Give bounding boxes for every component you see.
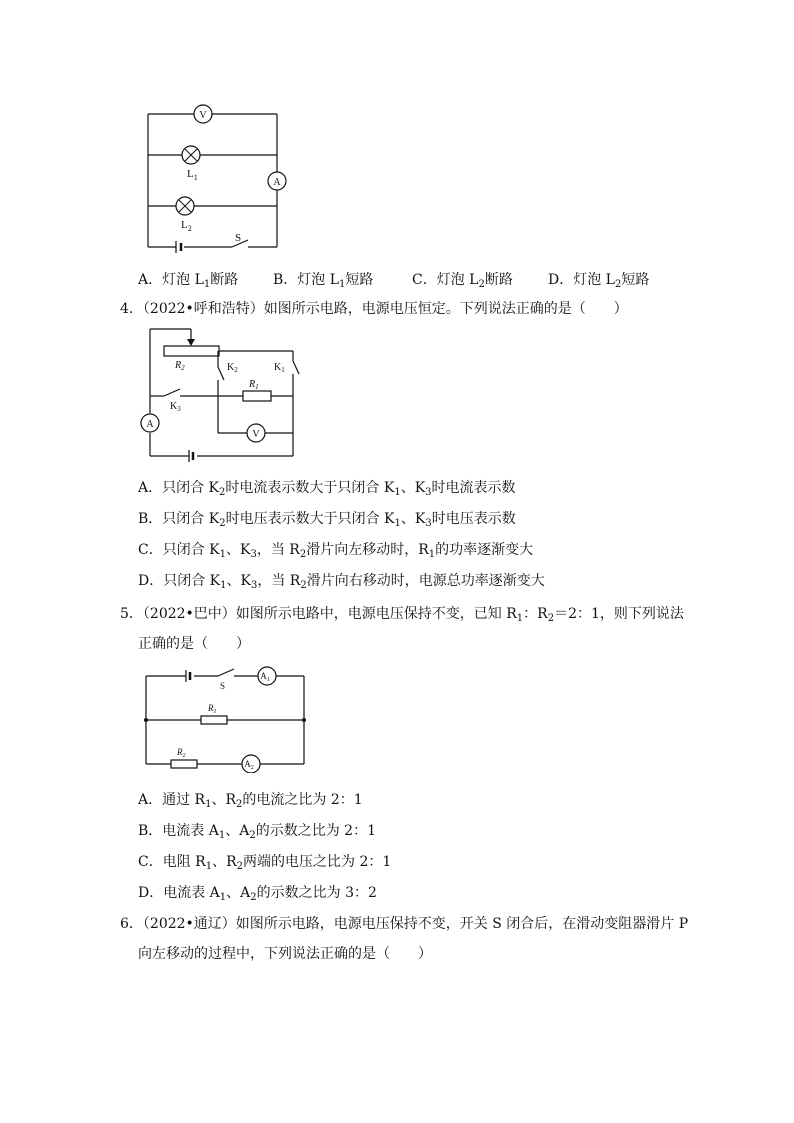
svg-text:R2: $R_2$ [177, 747, 186, 759]
svg-text:L1: $L_1$ [187, 168, 198, 182]
q4-ammeter-label: A [146, 419, 154, 430]
q6-stem-line2: 向左移动的过程中，下列说法正确的是（ ） [138, 946, 432, 962]
q5-stem-line2: 正确的是（ ） [138, 636, 250, 652]
option-a[interactable]: A．灯泡 L1断路 [138, 272, 239, 290]
q4-option-a[interactable]: A．只闭合 $K_2$时电流表示数大于只闭合 $K_1$、$K_3$时电流表示数 [138, 480, 516, 498]
q5-stem: 5．（2022•巴中）如图所示电路中，电源电压保持不变，已知 $R_1$：$R_2=2$：1，则下列说法 [120, 606, 684, 624]
q4-voltmeter-label: V [252, 429, 260, 440]
q4-option-c[interactable]: C．只闭合 $K_1$、$K_3$，当 $R_2$滑片向左移动时，$R_1$的功率逐渐变大 [138, 542, 534, 560]
q5-switch-label: S [220, 681, 226, 691]
q4-option-d[interactable]: D．只闭合 $K_1$、$K_3$，当 $R_2$滑片向右移动时，电源总功率逐渐变大 [138, 573, 545, 591]
q3-ammeter-label: A [273, 177, 281, 188]
q5-option-a[interactable]: A．通过 $R_1$、$R_2$的电流之比为 2：1 [138, 792, 363, 810]
q4-circuit-diagram [137, 325, 302, 465]
q4-option-b[interactable]: B．只闭合 $K_2$时电压表示数大于只闭合 $K_1$、$K_3$时电压表示数 [138, 511, 516, 529]
svg-text:L2: $L_2$ [181, 219, 192, 233]
q5-option-c[interactable]: C．电阻 $R_1$、$R_2$两端的电压之比为 2：1 [138, 854, 392, 872]
svg-text:A2: $A_2$ [244, 759, 254, 771]
q3-switch-label: S [235, 232, 242, 244]
lamp-icon [176, 197, 194, 215]
svg-text:R1: $R_1$ [249, 379, 259, 391]
svg-text:K1: $K_1$ [274, 362, 285, 374]
svg-text:R2: $R_2$ [175, 360, 185, 372]
q5-option-d[interactable]: D．电流表 $A_1$、$A_2$的示数之比为 3：2 [138, 885, 377, 903]
svg-text:K2: $K_2$ [227, 362, 238, 374]
q4-stem: 4．（2022•呼和浩特）如图所示电路，电源电压恒定。下列说法正确的是（ ） [120, 301, 628, 317]
q3-circuit-diagram [140, 100, 290, 255]
svg-text:R1: $R_1$ [208, 703, 217, 715]
lamp-icon [182, 146, 200, 164]
q5-circuit-diagram [140, 665, 310, 773]
option-b[interactable]: B．灯泡 L1短路 [273, 272, 374, 290]
q3-voltmeter-label: V [199, 110, 207, 121]
svg-text:A1: $A_1$ [260, 671, 270, 683]
q5-option-b[interactable]: B．电流表 $A_1$、$A_2$的示数之比为 2：1 [138, 823, 376, 841]
svg-text:K3: $K_3$ [170, 401, 181, 413]
q3-options [138, 271, 649, 294]
option-c[interactable]: C．灯泡 L2断路 [412, 272, 513, 290]
q6-stem: 6．（2022•通辽）如图所示电路，电源电压保持不变，开关 S 闭合后，在滑动变阻器滑片 P [120, 916, 689, 932]
option-d[interactable]: D．灯泡 L2短路 [548, 272, 650, 290]
